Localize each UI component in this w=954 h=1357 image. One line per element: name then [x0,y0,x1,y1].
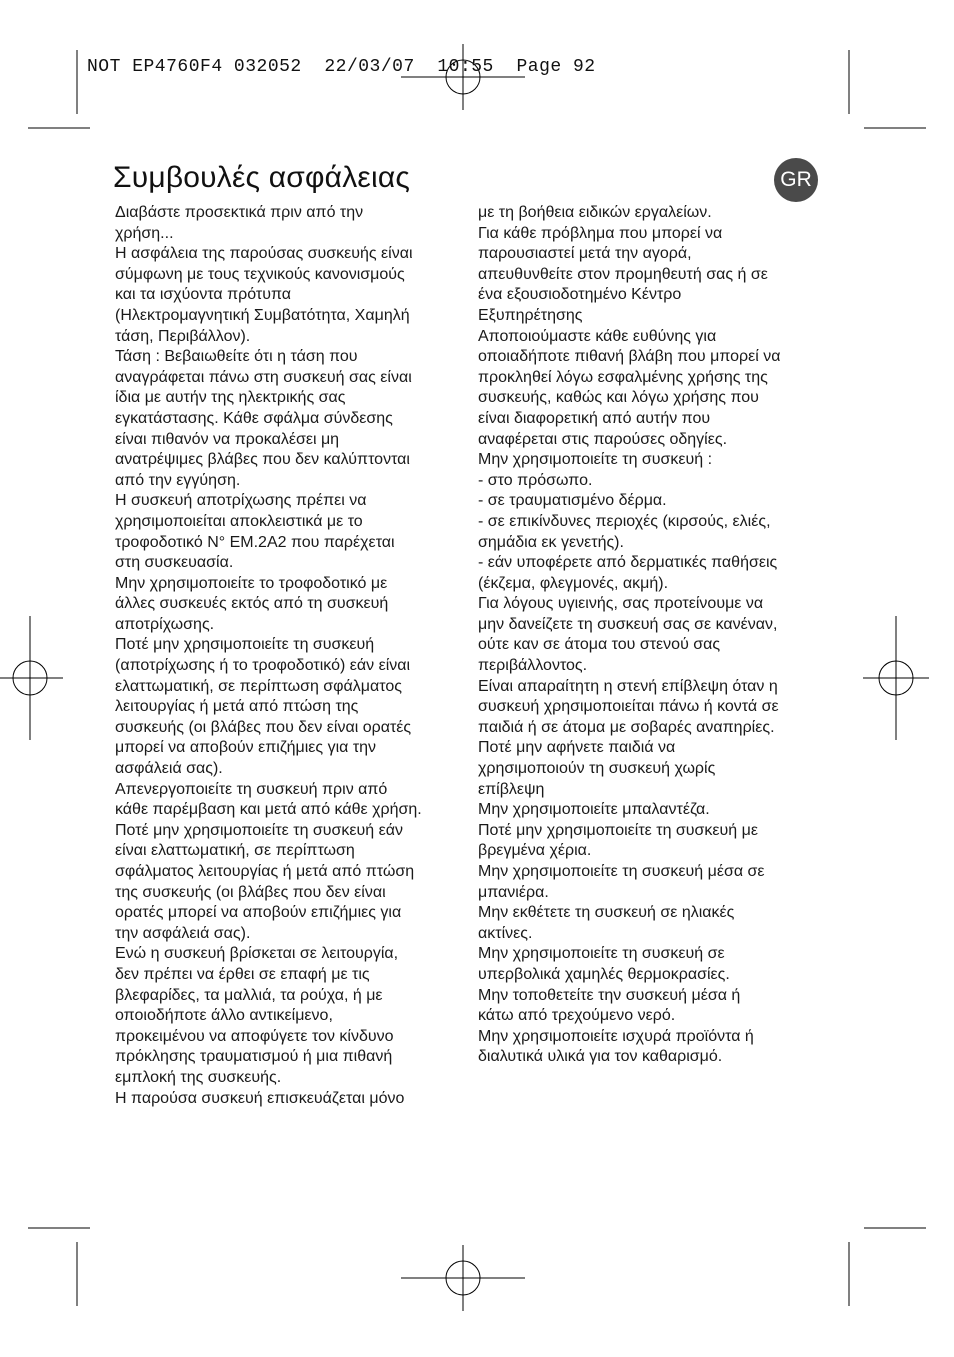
text-line: και τα ισχύοντα πρότυπα [115,286,292,304]
text-line: Διαβάστε προσεκτικά πριν από την [115,204,364,221]
text-line: Μην χρησιμοποιείτε τη συσκευή μέσα σε [478,863,765,880]
text-line: - σε επικίνδυνες περιοχές (κιρσούς, ελιές, [478,512,771,530]
text-line: Αποποιούμαστε κάθε ευθύνης για [478,327,717,345]
text-line: βλεφαρίδες, τα μαλλιά, τα ρούχα, ή με [115,986,383,1004]
text-line: - εάν υποφέρετε από δερματικές παθήσεις [478,554,778,572]
text-line: βρεγμένα χέρια. [478,842,592,860]
text-line: - σε τραυματισμένο δέρμα. [478,492,667,510]
text-line: τροφοδοτικό N° EM.2A2 που παρέχεται [115,533,395,551]
text-line: οποιοδήποτε άλλο αντικείμενο, [115,1007,333,1025]
text-line: Τάση : Βεβαιωθείτε ότι η τάση που [115,348,358,366]
text-line: χρησιμοποιείται αποκλειστικά με το [115,512,363,530]
text-line: Ενώ η συσκευή βρίσκεται σε λειτουργία, [115,945,399,963]
text-line: ανατρέψιμες βλάβες που δεν καλύπτονται [115,451,410,469]
registration-mark [863,616,929,740]
text-line: σύμφωνη με τους τεχνικούς κανονισμούς [115,265,405,283]
text-line: ασφάλειά σας). [115,760,223,778]
text-line: Ποτέ μην χρησιμοποιείτε τη συσκευή εάν [115,821,404,839]
text-line: μπορεί να αποβούν επιζήμιες για την [115,739,377,757]
text-line: Μην χρησιμοποιείτε το τροφοδοτικό με [115,574,388,592]
text-line: κάθε παρέμβαση και μετά από κάθε χρήση. [115,801,422,819]
text-line: δεν πρέπει να έρθει σε επαφή με τις [115,965,370,983]
text-line: τάση, Περιβάλλον). [115,327,251,345]
registration-mark [401,1245,525,1311]
page-title: Συμβουλές ασφάλειας [113,161,411,194]
text-line: (αποτρίχωσης ή το τροφοδοτικό) εάν είναι [115,657,411,675]
text-line: ίδια με αυτήν της ηλεκτρικής σας [115,389,346,407]
text-line: επίβλεψη [478,780,545,798]
text-line: παρουσιαστεί μετά την αγορά, [478,245,692,263]
text-line: Για κάθε πρόβλημα που μπορεί να [478,224,723,242]
text-line: κάτω από τρεχούμενο νερό. [478,1007,676,1025]
text-line: είναι διαφορετική από αυτήν που [478,409,711,427]
text-line: Μην χρησιμοποιείτε τη συσκευή : [478,451,713,469]
text-line: Η παρούσα συσκευή επισκευάζεται μόνο [115,1089,405,1107]
language-badge: GR [774,158,818,202]
text-line: συσκευή χρησιμοποιείται πάνω ή κοντά σε [478,698,779,716]
text-line: Ποτέ μην χρησιμοποιείτε τη συσκευή [115,636,375,654]
text-line: οποιαδήποτε πιθανή βλάβη που μπορεί να [478,348,781,366]
text-line: Μην τοποθετείτε την συσκευή μέσα ή [478,986,741,1004]
text-line: διαλυτικά υλικά για τον καθαρισμό. [478,1048,723,1066]
text-line: απευθυνθείτε στον προμηθευτή σας ή σε [478,265,768,283]
text-line: εγκατάστασης. Κάθε σφάλμα σύνδεσης [115,409,393,427]
left-column [115,203,447,1109]
text-line: υπερβολικά χαμηλές θερμοκρασίες. [478,965,730,983]
text-line: είναι ελαττωματική, σε περίπτωση [115,842,355,860]
text-line: Μην χρησιμοποιείτε ισχυρά προϊόντα ή [478,1027,754,1045]
text-line: μην δανείζετε τη συσκευή σας σε κανέναν, [478,615,778,633]
text-line: (έκζεμα, φλεγμονές, ακμή). [478,574,669,592]
text-line: περιβάλλοντος. [478,657,588,675]
text-line: Είναι απαραίτητη η στενή επίβλεψη όταν η [478,677,778,695]
text-line: συσκευής (οι βλάβες που δεν είναι ορατές [115,718,412,736]
text-line: μπανιέρα. [478,883,549,901]
text-line: αναφέρεται στις παρούσες οδηγίες. [478,430,728,448]
print-slug: NOT EP4760F4 032052 22/03/07 10:55 Page 92 [87,57,596,77]
text-line: της συσκευής (οι βλάβες που δεν είναι [115,883,386,901]
text-line: είναι πιθανόν να προκαλέσει μη [115,430,340,448]
text-line: (Ηλεκτρομαγνητική Συμβατότητα, Χαμηλή [115,306,410,324]
text-line: Μην χρησιμοποιείτε τη συσκευή σε [478,945,725,963]
right-column [478,203,814,1068]
text-line: ορατές μπορεί να αποβούν επιζήμιες για [115,904,402,922]
registration-mark [401,44,525,110]
text-line: Ποτέ μην χρησιμοποιείτε τη συσκευή με [478,821,758,839]
text-line: Εξυπηρέτησης [478,306,583,324]
text-line: χρήση... [115,224,174,242]
text-line: εμπλοκή της συσκευής. [115,1068,282,1086]
text-line: Μην εκθέτετε τη συσκευή σε ηλιακές [478,904,735,922]
text-line: σφάλματος λειτουργίας ή μετά από πτώση [115,863,415,880]
text-line: προκληθεί λόγω εσφαλμένης χρήσης της [478,368,768,386]
text-line: ένα εξουσιοδοτημένο Κέντρο [478,286,682,304]
text-line: ελαττωματική, σε περίπτωση σφάλματος [115,677,402,695]
text-line: πρόκλησης τραυματισμού ή μια πιθανή [115,1048,393,1066]
text-line: ακτίνες. [478,924,533,942]
text-line: Η συσκευή αποτρίχωσης πρέπει να [115,492,367,510]
text-line: χρησιμοποιούν τη συσκευή χωρίς [478,760,716,778]
text-line: από την εγγύηση. [115,471,241,489]
text-line: με τη βοήθεια ειδικών εργαλείων. [478,204,712,221]
text-line: την ασφάλειά σας). [115,924,251,942]
text-line: προκειμένου να αποφύγετε τον κίνδυνο [115,1027,394,1045]
text-line: σημάδια εκ γενετής). [478,533,624,551]
text-line: άλλες συσκευές εκτός από τη συσκευή [115,595,389,613]
text-line: Μην χρησιμοποιείτε μπαλαντέζα. [478,801,710,819]
text-line: ούτε καν σε άτομα του στενού σας [478,636,721,654]
text-line: συσκευής, καθώς και λόγω χρήσης που [478,389,759,407]
text-line: αναγράφεται πάνω στη συσκευή σας είναι [115,368,412,386]
registration-mark [0,616,63,740]
text-line: αποτρίχωσης. [115,615,215,633]
text-line: - στο πρόσωπο. [478,471,593,489]
text-line: λειτουργίας ή μετά από πτώση της [115,698,359,716]
text-line: Ποτέ μην αφήνετε παιδιά να [478,739,676,757]
text-line: στη συσκευασία. [115,554,234,572]
text-line: Η ασφάλεια της παρούσας συσκευής είναι [115,245,413,263]
text-line: παιδιά ή σε άτομα με σοβαρές αναπηρίες. [478,718,775,736]
text-line: Για λόγους υγιεινής, σας προτείνουμε να [478,595,764,613]
text-line: Απενεργοποιείτε τη συσκευή πριν από [115,780,388,798]
